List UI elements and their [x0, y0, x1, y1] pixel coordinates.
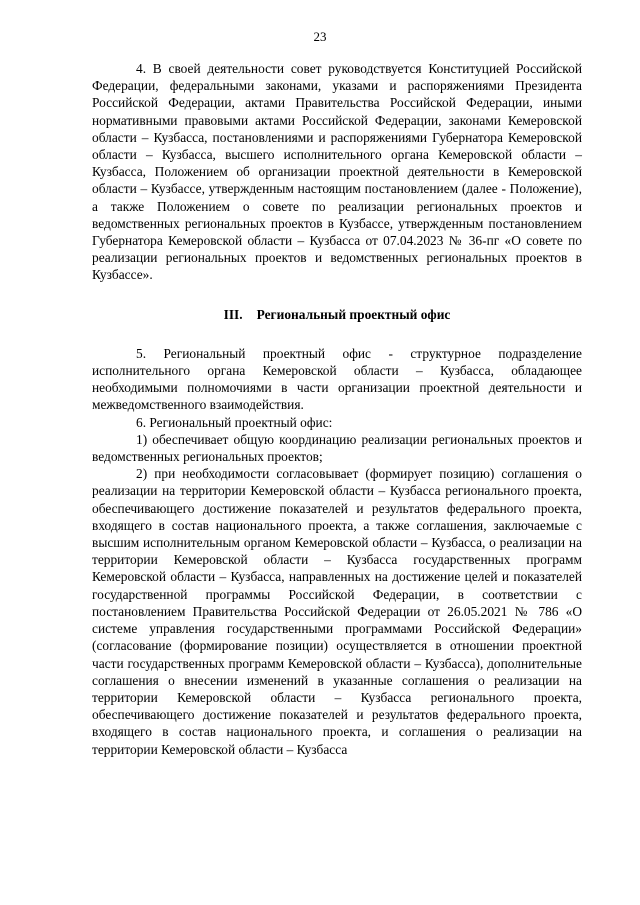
section-title: Региональный проектный офис	[256, 306, 451, 322]
document-body	[92, 60, 582, 758]
paragraph-5: 5. Региональный проектный офис - структурное подразделение исполнительного органа Кемеровской области – Кузбасса, обладающее необходимыми полномочиями в части организации проектной деятельности и межведомственного взаимодействия.	[92, 345, 582, 413]
page-number: 23	[313, 29, 327, 44]
paragraph-6: 6. Региональный проектный офис:	[136, 414, 333, 430]
paragraph-6-item-2: 2) при необходимости согласовывает (формирует позицию) соглашения о реализации на территории Кемеровской области – Кузбасса регионального проекта, обеспечивающего достижение показателей и результатов федерального проекта, входящего в состав национального проекта, а также соглашения, заключаемые с высшим исполнительным органом Кемеровской области – Кузбасса, о реализации на территории Кемеровской области – Кузбасса государственных программ Кемеровской области – Кузбасса, направленных на достижение целей и показателей государственной программы Российской Федерации, в соответствии с постановлением Правительства Российской Федерации от 26.05.2021 № 786 «О системе управления государственными программами Российской Федерации» (согласование (формирование позиции) осуществляется в отношении проектной части государственных программ Кемеровской области – Кузбасса), дополнительные соглашения о внесении изменений в указанные соглашения о реализации на территории Кемеровской области – Кузбасса регионального проекта, обеспечивающего достижение показателей и результатов федерального проекта, входящего в состав национального проекта, и соглашения о реализации на территории Кемеровской области – Кузбасса	[92, 466, 582, 757]
section-number: III.	[223, 306, 243, 322]
paragraph-6-item-1: 1) обеспечивает общую координацию реализации региональных проектов и ведомственных региональных проектов;	[92, 431, 582, 465]
section-heading	[92, 306, 582, 323]
paragraph-4: 4. В своей деятельности совет руководствуется Конституцией Российской Федерации, федеральными законами, указами и распоряжениями Президента Российской Федерации, актами Правительства Российской Федерации, иными нормативными правовыми актами Российской Федерации, законами Кемеровской области – Кузбасса, постановлениями и распоряжениями Губернатора Кемеровской области – Кузбасса, высшего исполнительного органа Кемеровской области – Кузбасса, Положением об организации проектной деятельности в Кемеровской области – Кузбассе, утвержденным настоящим постановлением (далее - Положение), а также Положением о совете по реализации региональных проектов и ведомственных региональных проектов в Кузбассе, утвержденным постановлением Губернатора Кемеровской области – Кузбасса от 07.04.2023 № 36-пг «О совете по реализации региональных проектов и ведомственных региональных проектов в Кузбассе».	[92, 61, 582, 283]
